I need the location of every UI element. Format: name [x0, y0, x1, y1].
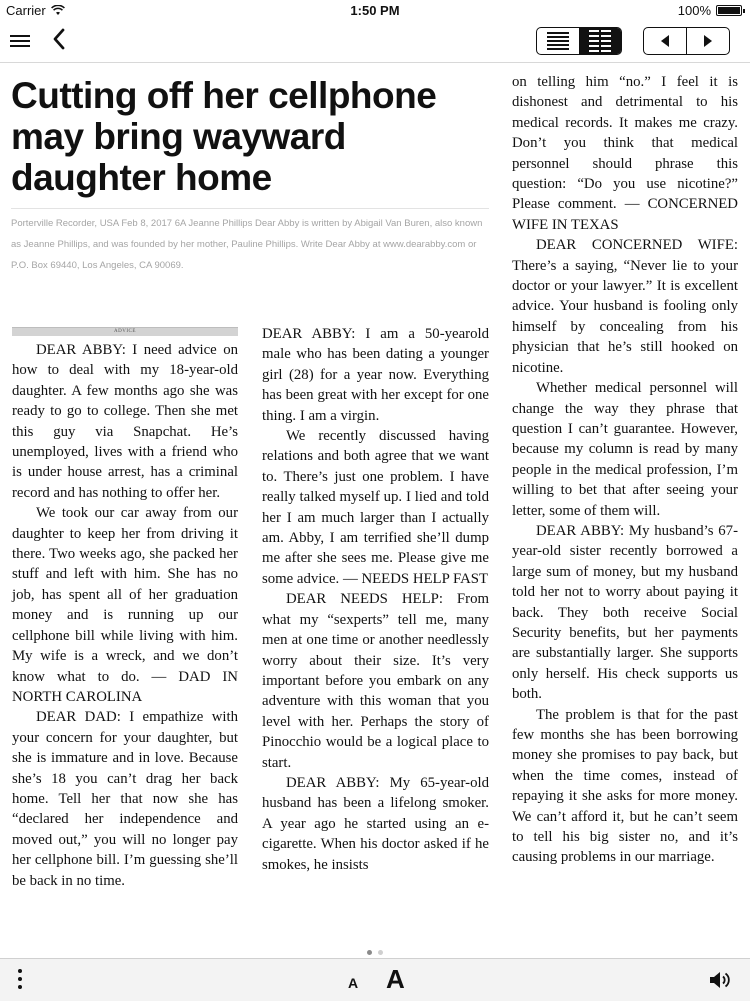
paragraph: on telling him “no.” I feel it is dishonest and detrimental to his medical records. It makes me crazy. Don’t you think that medical personnel should phrase this question: “Do you use nicotine?” Please comment. — CONCERNED WIFE IN TEXAS — [512, 74, 738, 233]
battery-percent: 100% — [677, 3, 711, 18]
triangle-right-icon — [702, 34, 714, 48]
paragraph: We took our car away from our daughter to keep her from driving it there. Two weeks ago, she packed her stuff and left with him. She has no job, has spent all of her graduation money and is running up our cellphone bill while living with him. My wife is a wreck, and we don’t know what to do. — DAD IN NORTH CAROLINA — [12, 505, 238, 705]
chevron-left-icon — [52, 28, 66, 50]
paragraph: DEAR CONCERNED WIFE: There’s a saying, “Never lie to your doctor or your lawyer.” It is excellent advice. Your husband is fooling only himself by concealing from his physician that he’s still hooked on nicotine. — [512, 237, 738, 376]
hamburger-icon[interactable] — [10, 32, 30, 52]
prev-page-button[interactable] — [644, 28, 686, 54]
section-tag: ADVICE — [12, 327, 238, 336]
decrease-font-button[interactable]: A — [348, 975, 359, 991]
paragraph: DEAR ABBY: My husband’s 67-year-old sister recently borrowed a large sum of money, but my husband told her not to worry about paying it back. They both receive Social Security benefits, but her payments are substantially larger. She supports only herself. His check supports us both. — [512, 522, 738, 703]
status-right — [678, 3, 742, 18]
page-view-button[interactable] — [579, 28, 621, 54]
speaker-icon[interactable] — [708, 969, 734, 991]
paragraph: DEAR ABBY: I am a 50-yearold male who has been dating a younger girl (28) for a year now. Everything has been great with her except for one thing. I am a virgin. — [262, 326, 489, 424]
more-vertical-icon[interactable] — [18, 969, 24, 993]
back-button[interactable] — [52, 28, 66, 56]
page-dot[interactable] — [378, 950, 383, 955]
carrier-label: Carrier — [6, 3, 46, 18]
reader-toolbar — [0, 22, 750, 63]
status-bar — [0, 0, 750, 22]
paragraph: The problem is that for the past few months she has been borrowing money she promises to pay back, but when the time comes, instead of repaying it she asks for more money. We can’t afford it, but he can’t seem to tell his big sister no, and it’s causing problems in our marriage. — [512, 706, 738, 866]
battery-icon — [716, 5, 742, 16]
text-view-button[interactable] — [537, 28, 579, 54]
article-byline: Porterville Recorder, USA Feb 8, 2017 6A Jeanne Phillips Dear Abby is written by Abigail Van Buren, also known as Jeanne Phillips, and was founded by her mother, Pauline Phillips. Write Dear Abby at www.dearabby.com or P.O. Box 69440, Los Angeles, CA 90069. — [11, 208, 489, 276]
page-indicator — [0, 946, 750, 958]
increase-font-button[interactable]: A — [386, 964, 405, 994]
paragraph: DEAR NEEDS HELP: From what my “sexperts” tell me, many men at one time or another needlessly worry about their size. It’s very important before you embark on any adventure with this woman that you level with her. Perhaps the story of Pinocchio would be a logical place to start. — [262, 591, 489, 771]
article-column-2 — [262, 324, 489, 875]
next-page-button[interactable] — [686, 28, 729, 54]
paragraph: We recently discussed having relations and both agree that we want to. There’s just one problem. I have really talked myself up. I lied and told her I am much larger than I actually am. Abby, I am terrified she’ll dump me after she sees me. Please give me some advice. — NEEDS HELP FAST — [262, 428, 489, 587]
triangle-left-icon — [659, 34, 671, 48]
bottom-toolbar — [0, 958, 750, 1001]
view-mode-toggle — [536, 27, 622, 55]
article-column-3 — [512, 72, 738, 868]
paragraph: DEAR DAD: I empathize with your concern for your daughter, but she is immature and in love. Because she’s 18 you can’t drag her back home. Tell her that now she has “declared her independence and moved out,” you will no longer pay her cellphone bill. I’m guessing she’ll be back in no time. — [12, 709, 238, 889]
status-time: 1:50 PM — [350, 3, 400, 18]
text-lines-icon — [547, 30, 569, 52]
columns-icon — [589, 29, 611, 54]
paragraph: DEAR ABBY: I need advice on how to deal with my 18-year-old daughter. A few months ago she was ready to go to college. Then she met this guy via Snapchat. He’s unemployed, lives with a friend who is under house arrest, has a criminal record and has nothing to offer her. — [12, 342, 238, 501]
page-dot-active[interactable] — [367, 950, 372, 955]
article-column-1 — [12, 327, 238, 891]
article-headline: Cutting off her cellphone may bring wayward daughter home — [11, 75, 437, 198]
paragraph: DEAR ABBY: My 65-year-old husband has been a lifelong smoker. A year ago he started using an e-cigarette. When his doctor asked if he smokes, he insists — [262, 774, 489, 873]
page-nav — [643, 27, 730, 55]
paragraph: Whether medical personnel will change the way they phrase that question I can’t guarantee. However, because my column is read by many people in the medical profession, I’m willing to bet that after seeing your letter, some of them will. — [512, 380, 738, 519]
article — [0, 63, 750, 946]
